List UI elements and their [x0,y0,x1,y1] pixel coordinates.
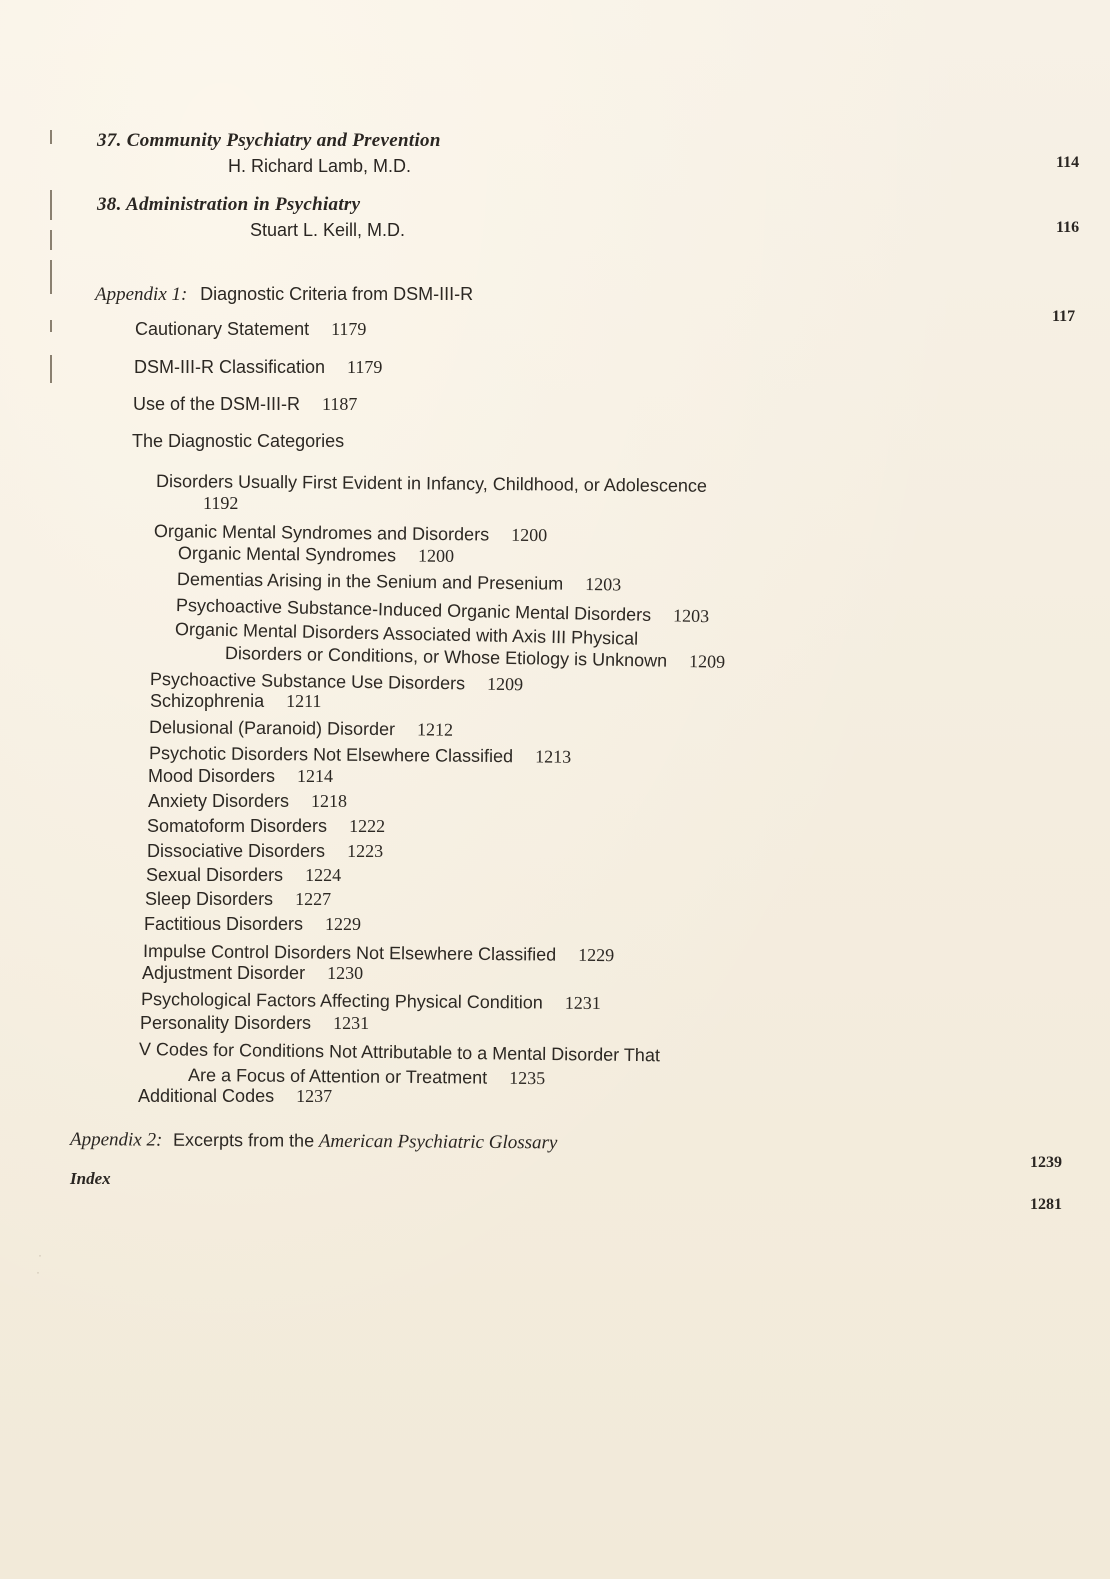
chapter-38-page: 116 [1056,219,1080,236]
toc-item-page: 1212 [417,719,454,740]
organic-sub-item [178,542,454,567]
toc-item-page: 1209 [486,673,524,695]
bleed-through-mark: · [38,1248,42,1262]
toc-item-text: Impulse Control Disorders Not Elsewhere Classified [142,941,557,965]
toc-item [134,356,382,378]
appendix-title: Diagnostic Criteria from DSM-III-R [200,284,474,304]
toc-item-page: 1231 [564,992,601,1014]
toc-item [135,318,366,340]
toc-item-page: 1218 [311,791,348,811]
chapter-37-title [97,130,441,152]
toc-item-text: Psychotic Disorders Not Elsewhere Classified [148,743,514,767]
organic-sub-item [225,642,725,673]
toc-item-text: Organic Mental Syndromes [177,543,397,566]
category-item [142,962,363,984]
chapter-38-title [97,194,360,216]
toc-item-page: 1209 [688,651,726,672]
toc-item-page: 1229 [325,914,362,934]
category-item [149,716,453,741]
toc-item-page: 1213 [535,746,572,767]
toc-item-page: 1179 [347,357,383,377]
toc-item-page: 1200 [417,545,455,566]
chapter-38-author: Stuart L. Keill, M.D. [250,220,406,240]
toc-item-page: 1200 [511,524,548,546]
category-item [147,815,385,837]
chapter-title-text: Administration in Psychiatry [126,194,361,215]
index-page: 1281 [1030,1196,1062,1213]
toc-item-page: 1187 [322,394,358,414]
toc-item-text: Sleep Disorders [145,889,274,909]
toc-item-text: The Diagnostic Categories [132,431,345,451]
category-item [149,742,571,768]
toc-item-page: 1222 [349,816,386,836]
toc-item-text: Dementias Arising in the Senium and Presenium [176,569,564,594]
toc-item-text: DSM-III-R Classification [134,357,326,377]
category-item [150,690,321,712]
toc-item-text: Organic Mental Syndromes and Disorders [153,521,490,545]
toc-item-text: Somatoform Disorders [147,816,328,836]
appendix-2-page: 1239 [1030,1154,1062,1171]
appendix-1-page: 117 [1052,308,1076,325]
toc-item [133,393,357,415]
toc-item-page: 1229 [578,944,615,966]
toc-item-text: Delusional (Paranoid) Disorder [148,717,396,740]
toc-item-page: 1203 [672,605,710,627]
toc-item-text: Dissociative Disorders [147,841,326,861]
category-item [144,913,361,935]
chapter-title-text: Community Psychiatry and Prevention [126,130,441,151]
toc-item-page: 1237 [296,1086,333,1106]
toc-item-text: Cautionary Statement [135,319,310,339]
toc-item-page: 1179 [331,319,367,339]
category-infancy: Disorders Usually First Evident in Infancy, Childhood, or Adolescence [155,471,708,496]
toc-item-text: Psychoactive Substance-Induced Organic Mental Disorders [175,595,652,625]
toc-item-page: 1235 [509,1067,546,1089]
appendix-2-heading [70,1128,558,1154]
chapter-37-page: 114 [1056,154,1080,171]
toc-item-page: 1214 [297,766,334,786]
chapter-37-author: H. Richard Lamb, M.D. [228,156,412,176]
category-item [145,888,331,910]
appendix-label: Appendix 2: [69,1129,163,1151]
organic-sub-item: Organic Mental Disorders Associated with Axis III Physical [174,619,639,649]
toc-item-page: 1223 [347,841,384,861]
toc-item-text: Factitious Disorders [144,914,304,934]
toc-item-text: Mood Disorders [148,766,276,786]
category-item [148,790,347,812]
toc-item-text: Use of the DSM-III-R [133,394,301,414]
appendix-title-italic: American Psychiatric Glossary [318,1130,558,1154]
toc-item-page: 1211 [286,691,322,711]
appendix-label: Appendix 1: [95,284,188,305]
category-item [147,840,383,862]
toc-item-text: Sexual Disorders [146,865,284,885]
toc-item-page: 1227 [295,889,332,909]
toc-item-text: Schizophrenia [150,691,265,711]
toc-item-page: 1203 [585,573,622,595]
appendix-1-heading [95,283,473,306]
toc-item-text: Anxiety Disorders [148,791,290,811]
category-item [140,1012,369,1034]
margin-marks [50,130,56,410]
toc-item-text: Personality Disorders [140,1013,312,1033]
chapter-number: 38. [97,194,122,215]
category-item [141,988,601,1014]
toc-item-text: Psychological Factors Affecting Physical Condition [140,989,543,1013]
toc-item [132,430,344,452]
category-infancy-page: 1192 [203,493,239,513]
chapter-number: 37. [97,130,122,151]
toc-item-page: 1230 [327,963,364,983]
toc-item-page: 1231 [333,1013,370,1033]
appendix-title: Excerpts from the [173,1129,315,1151]
toc-item-text: Are a Focus of Attention or Treatment [187,1065,488,1088]
toc-item-text: Psychoactive Substance Use Disorders [149,669,466,694]
vcodes-line-1: V Codes for Conditions Not Attributable to a Mental Disorder That [138,1039,661,1066]
index-label: Index [70,1169,111,1188]
toc-item-page: 1224 [305,865,342,885]
toc-item-text: Disorders or Conditions, or Whose Etiology is Unknown [224,643,668,671]
category-item [146,864,341,886]
category-item-additional [138,1085,332,1107]
organic-sub-item [177,568,621,595]
toc-item-text: Additional Codes [138,1086,275,1106]
toc-item-text: Adjustment Disorder [142,963,306,983]
bleed-through-mark: · [36,1265,40,1279]
category-item [148,765,333,787]
